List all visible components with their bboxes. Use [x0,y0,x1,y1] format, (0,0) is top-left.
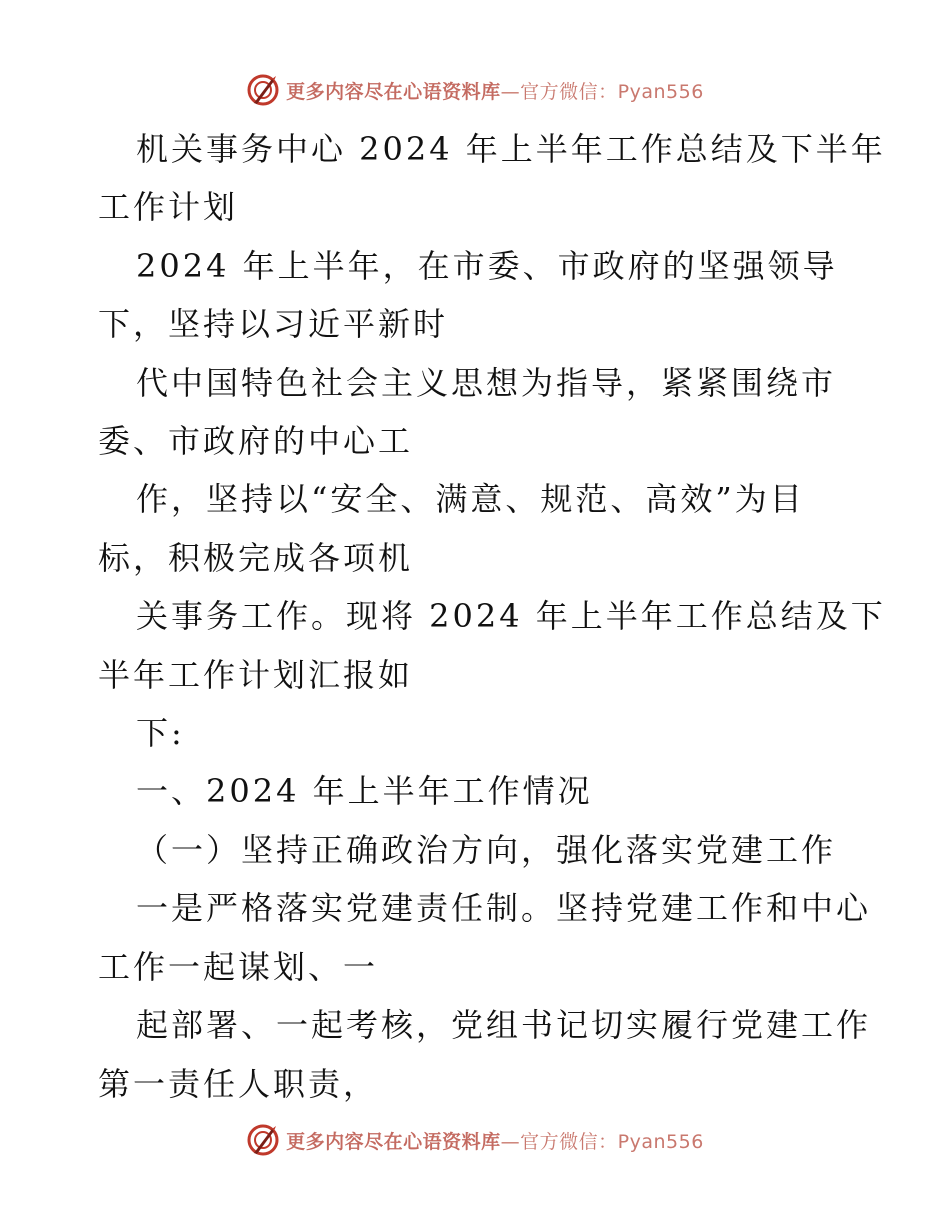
page-footer [0,1120,950,1160]
document-line [98,178,858,236]
document-line [98,821,858,879]
header-site-name: 更多内容尽在心语资料库 [286,80,501,103]
header-separator: — [500,80,521,103]
document-line [98,879,872,937]
quill-seal-icon [246,1123,280,1157]
document-line [98,529,858,587]
document-line [98,996,872,1054]
line-text: 一、2024 年上半年工作情况 [136,772,593,811]
line-text: 2024 年上半年，在市委、市政府的坚强领导 [136,246,838,285]
header-banner-text [286,77,704,104]
page-header [0,70,950,110]
document-line [98,646,858,704]
footer-wechat: 官方微信：Pyan556 [520,1130,704,1153]
document-line [98,237,858,295]
line-text: 下，坚持以习近平新时 [98,305,449,344]
line-text: 第一责任人职责， [98,1064,379,1103]
document-line [98,412,858,470]
footer-separator: — [500,1130,521,1153]
line-text: 下: [136,714,185,753]
quill-seal-icon [246,73,280,107]
line-text: 代中国特色社会主义思想为指导，紧紧围绕市 [136,363,837,402]
line-text: 作，坚持以“安全、满意、规范、高效”为目 [136,480,805,519]
header-banner[interactable] [246,73,704,107]
document-body [98,120,886,1113]
footer-banner[interactable] [246,1123,704,1157]
document-line [98,704,858,762]
document-line [98,938,858,996]
document-line [98,470,858,528]
document-line [98,354,858,412]
footer-site-name: 更多内容尽在心语资料库 [286,1130,501,1153]
line-text: 起部署、一起考核，党组书记切实履行党建工作 [136,1006,872,1045]
header-wechat: 官方微信：Pyan556 [520,80,704,103]
line-text: （一）坚持正确政治方向，强化落实党建工作 [136,830,837,869]
line-text: 委、市政府的中心工 [98,422,414,461]
document-line [98,762,858,820]
document-line [98,120,886,178]
line-text: 关事务工作。现将 2024 年上半年工作总结及下 [136,597,886,636]
document-line [98,587,886,645]
footer-banner-text [286,1127,704,1154]
line-text: 工作计划 [98,188,239,227]
document-line [98,1055,858,1113]
line-text: 一是严格落实党建责任制。坚持党建工作和中心 [136,889,872,928]
line-text: 标，积极完成各项机 [98,538,414,577]
document-line [98,295,858,353]
line-text: 半年工作计划汇报如 [98,655,414,694]
line-text: 机关事务中心 2024 年上半年工作总结及下半年 [136,130,886,168]
line-text: 工作一起谋划、一 [98,947,379,986]
